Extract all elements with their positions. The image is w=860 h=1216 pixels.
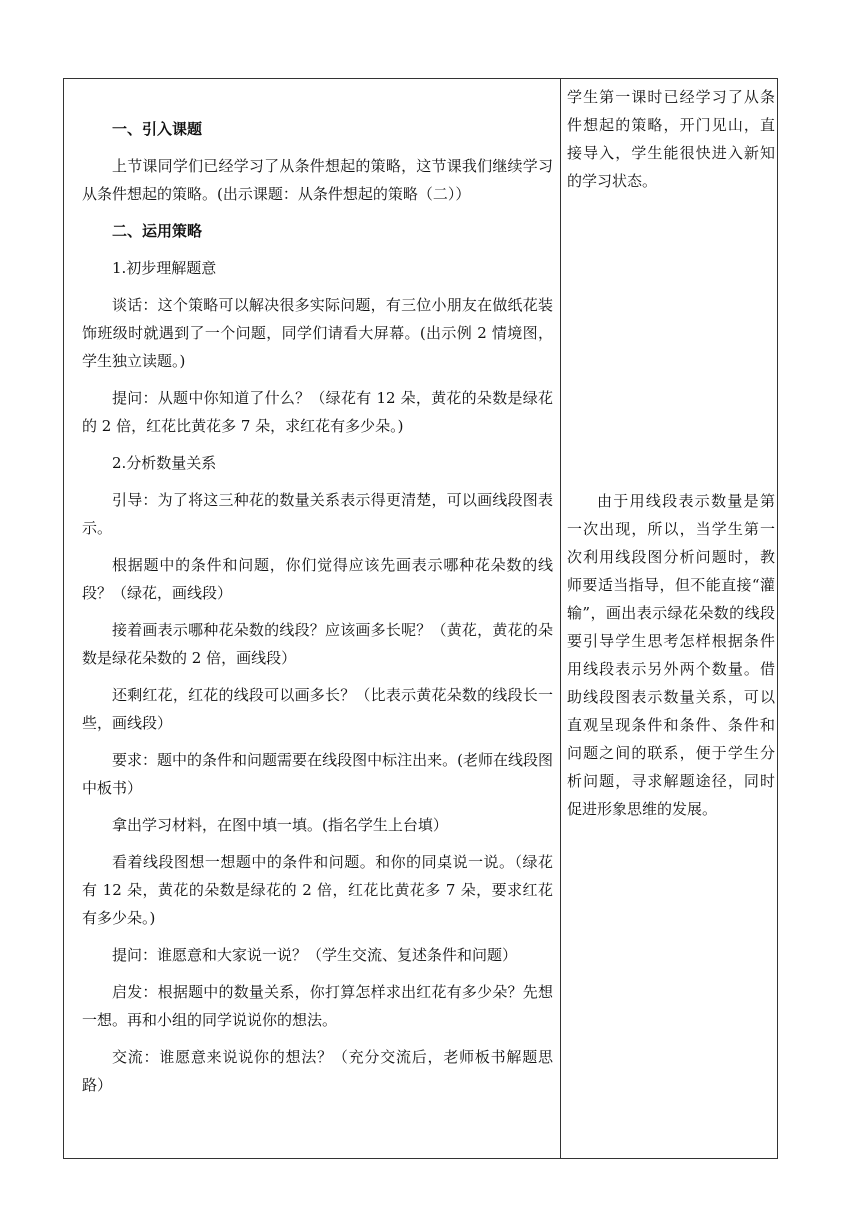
paragraph: 引导：为了将这三种花的数量关系表示得更清楚，可以画线段图表示。 <box>82 491 553 537</box>
section-heading-strategy: 二、运用策略 <box>112 222 203 240</box>
paragraph: 根据题中的条件和问题，你们觉得应该先画表示哪种花朵数的线段？（绿花，画线段） <box>82 556 553 602</box>
design-note-line-diagram <box>567 487 775 823</box>
paragraph: 接着画表示哪种花朵数的线段？应该画多长呢？（黄花，黄花的朵数是绿花朵数的 2 倍，画线段） <box>82 621 553 667</box>
paragraph: 还剩红花，红花的线段可以画多长？（比表示黄花朵数的线段长一些，画线段） <box>82 686 553 732</box>
lesson-plan-table <box>63 78 778 1159</box>
paragraph: 提问：从题中你知道了什么？（绿花有 12 朵，黄花的朵数是绿花的 2 倍，红花比黄花多 7 朵，求红花有多少朵。) <box>82 389 553 435</box>
paragraph: 上节课同学们已经学习了从条件想起的策略，这节课我们继续学习从条件想起的策略。(出示课题：从条件想起的策略（二）） <box>82 157 553 203</box>
paragraph: 启发：根据题中的数量关系，你打算怎样求出红花有多少朵？先想一想。再和小组的同学说说你的想法。 <box>82 983 553 1029</box>
note-text: 学生第一课时已经学习了从条件想起的策略，开门见山，直接导入，学生能很快进入新知的学习状态。 <box>567 88 775 190</box>
column-divider <box>560 79 561 1158</box>
design-note-intro <box>567 83 775 195</box>
paragraph: 提问：谁愿意和大家说一说？（学生交流、复述条件和问题） <box>112 946 518 964</box>
subheading-understand: 1.初步理解题意 <box>112 259 217 277</box>
paragraph: 要求：题中的条件和问题需要在线段图中标注出来。(老师在线段图中板书） <box>82 751 553 797</box>
paragraph: 看着线段图想一想题中的条件和问题。和你的同桌说一说。（绿花有 12 朵，黄花的朵数是绿花的 2 倍，红花比黄花多 7 朵，要求红花有多少朵。) <box>82 853 553 927</box>
paragraph: 谈话：这个策略可以解决很多实际问题，有三位小朋友在做纸花装饰班级时就遇到了一个问题，同学们请看大屏幕。(出示例 2 情境图，学生独立读题。) <box>82 296 553 370</box>
note-text: 由于用线段表示数量是第一次出现，所以，当学生第一次利用线段图分析问题时，教师要适当指导，但不能直接“灌输”，画出表示绿花朵数的线段要引导学生思考怎样根据条件用线段表示另外两个数量。借助线段图表示数量关系，可以直观呈现条件和条件、条件和问题之间的联系，便于学生分析问题，寻求解题途径，同时促进形象思维的发展。 <box>567 492 775 818</box>
lesson-content-column <box>82 115 553 1108</box>
paragraph: 交流：谁愿意来说说你的想法？（充分交流后，老师板书解题思路） <box>82 1048 553 1094</box>
section-heading-intro: 一、引入课题 <box>112 120 203 138</box>
paragraph: 拿出学习材料，在图中填一填。(指名学生上台填） <box>112 816 448 834</box>
subheading-analyze: 2.分析数量关系 <box>112 454 217 472</box>
